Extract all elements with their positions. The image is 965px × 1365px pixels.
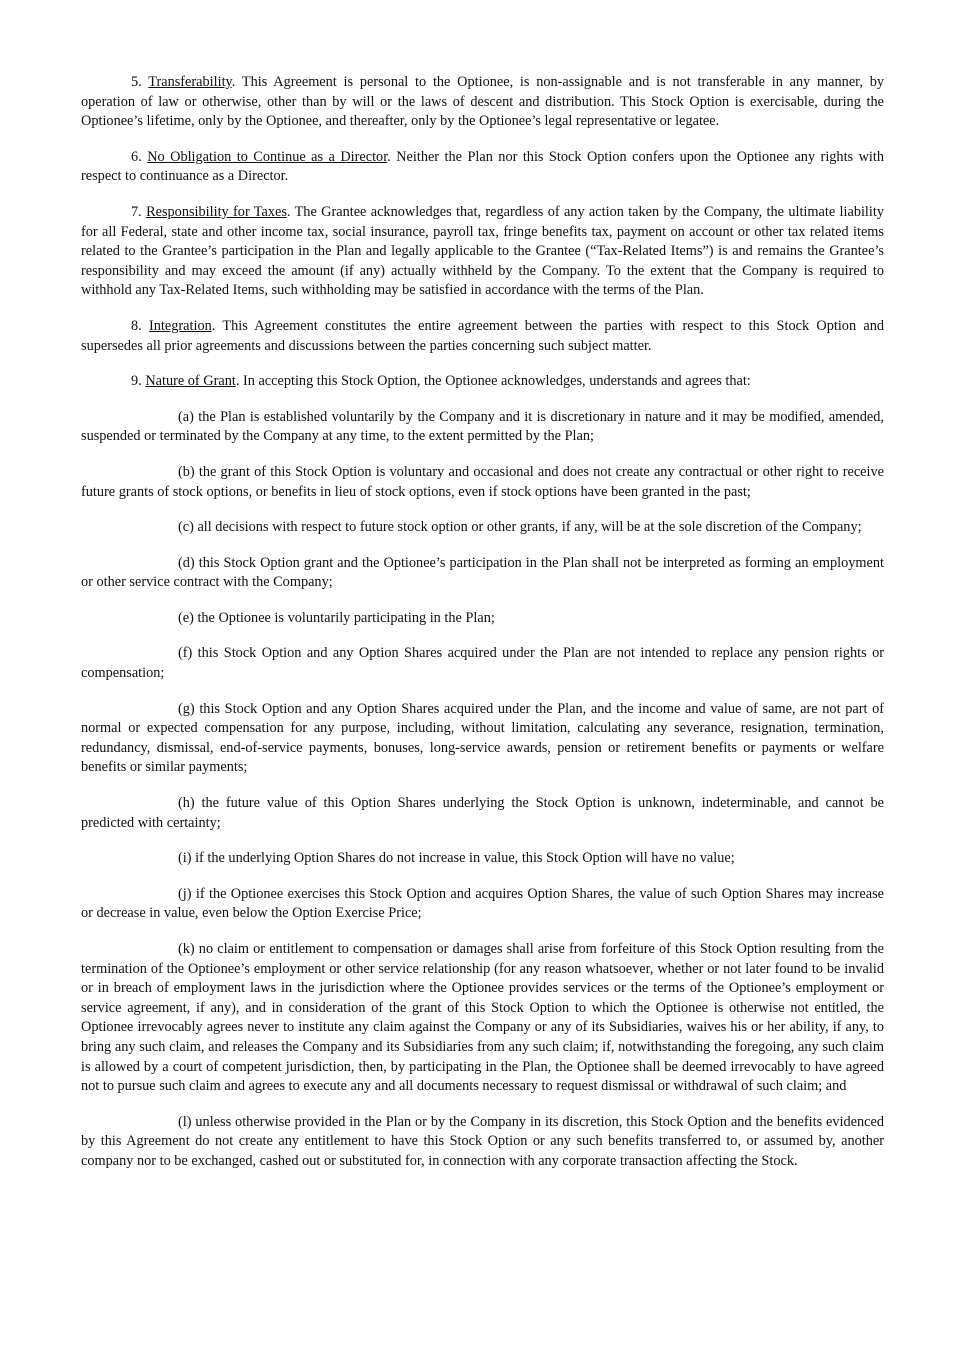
subclause-e: (e) the Optionee is voluntarily participating in the Plan; xyxy=(178,609,495,626)
section-body: . In accepting this Stock Option, the Optionee acknowledges, understands and agrees that: xyxy=(235,373,751,390)
section-5 xyxy=(81,73,884,132)
section-6 xyxy=(81,148,884,187)
subclause-d: (d) this Stock Option grant and the Optionee’s participation in the Plan shall not be interpreted as forming an employment or other service contract with the Company; xyxy=(81,554,884,591)
section-8 xyxy=(81,317,884,356)
subclause-j: (j) if the Optionee exercises this Stock Option and acquires Option Shares, the value of such Option Shares may increase or decrease in value, even below the Option Exercise Price; xyxy=(81,885,884,922)
section-number: 5. xyxy=(131,74,142,90)
subclause-g: (g) this Stock Option and any Option Shares acquired under the Plan, and the income and value of same, are not part of normal or expected compensation for any purpose, including, without limitation, calculating any severance, resignation, termination, redundancy, dismissal, end-of-service payments, bonuses, long-service awards, pension or retirement benefits or payments or welfare benefits or similar payments; xyxy=(81,700,884,776)
section-heading: Transferability xyxy=(148,74,232,90)
section-7 xyxy=(81,203,884,301)
section-number: 6. xyxy=(131,148,142,165)
document-body xyxy=(81,73,884,1188)
subclause-l: (l) unless otherwise provided in the Plan or by the Company in its discretion, this Stock Option and the benefits evidenced by this Agreement do not create any entitlement to have this Stock Option or any such benefits transferred to, or assumed by, another company nor to be exchanged, cashed out or substituted for, in connection with any corporate transaction affecting the Stock. xyxy=(81,1113,884,1169)
subclause-b: (b) the grant of this Stock Option is voluntary and occasional and does not create any contractual or other right to receive future grants of stock options, or benefits in lieu of stock options, even if stock options have been granted in the past; xyxy=(81,463,884,500)
subclause-c: (c) all decisions with respect to future stock option or other grants, if any, will be at the sole discretion of the Company; xyxy=(178,519,862,536)
subclause-k: (k) no claim or entitlement to compensation or damages shall arise from forfeiture of this Stock Option resulting from the termination of the Optionee’s employment or other service relationship (for any reason whatsoever, whether or not later found to be invalid or in breach of employment laws in the jurisdiction where the Optionee provides services or the terms of the Optionee’s employment or service agreement, if any), and in consideration of the grant of this Stock Option to which the Optionee is otherwise not entitled, the Optionee irrevocably agrees never to institute any claim against the Company or any of its Subsidiaries, waives his or her ability, if any, to bring any such claim, and releases the Company and its Subsidiaries from any such claim; if, notwithstanding the foregoing, any such claim is allowed by a court of competent jurisdiction, then, by participating in the Plan, the Optionee shall be deemed irrevocably to have agreed not to pursue such claim and agrees to execute any and all documents necessary to request dismissal or withdrawal of such claim; and xyxy=(81,941,884,1095)
section-heading: No Obligation to Continue as a Director xyxy=(147,148,388,165)
section-heading: Responsibility for Taxes xyxy=(146,203,287,220)
section-heading: Integration xyxy=(149,317,212,334)
section-heading: Nature of Grant xyxy=(145,373,236,390)
subclause-a: (a) the Plan is established voluntarily by the Company and it is discretionary in nature and it may be modified, amended, suspended or terminated by the Company at any time, to the extent permitted by the Plan; xyxy=(81,408,884,445)
section-9 xyxy=(81,372,884,392)
section-number: 9. xyxy=(131,373,142,390)
section-body: . Neither the Plan nor this Stock Option confers upon the Optionee any rights with respect to continuance as a Director. xyxy=(81,148,884,185)
section-body: . This Agreement is personal to the Optionee, is non-assignable and is not transferable in any manner, by operation of law or otherwise, other than by will or the laws of descent and distribution. This Stock Option is exercisable, during the Optionee’s lifetime, only by the Optionee, and thereafter, only by the Optionee’s legal representative or legatee. xyxy=(81,74,884,130)
subclause-f: (f) this Stock Option and any Option Shares acquired under the Plan are not intended to replace any pension rights or compensation; xyxy=(81,645,884,682)
section-body: . The Grantee acknowledges that, regardless of any action taken by the Company, the ultimate liability for all Federal, state and other income tax, social insurance, payroll tax, fringe benefits tax, payment on account or other tax related items related to the Grantee’s participation in the Plan and legally applicable to the Grantee (“Tax-Related Items”) is and remains the Grantee’s responsibility and may exceed the amount (if any) actually withheld by the Company. To the extent that the Company is required to withhold any Tax-Related Items, such withholding may be satisfied in accordance with the terms of the Plan. xyxy=(81,203,884,299)
subclause-h: (h) the future value of this Option Shares underlying the Stock Option is unknown, indeterminable, and cannot be predicted with certainty; xyxy=(81,795,884,831)
section-number: 8. xyxy=(131,317,142,334)
section-number: 7. xyxy=(131,203,142,220)
subclause-i: (i) if the underlying Option Shares do not increase in value, this Stock Option will have no value; xyxy=(178,850,735,867)
section-body: . This Agreement constitutes the entire agreement between the parties with respect to this Stock Option and supersedes all prior agreements and discussions between the parties concerning such subject matter. xyxy=(81,317,884,354)
